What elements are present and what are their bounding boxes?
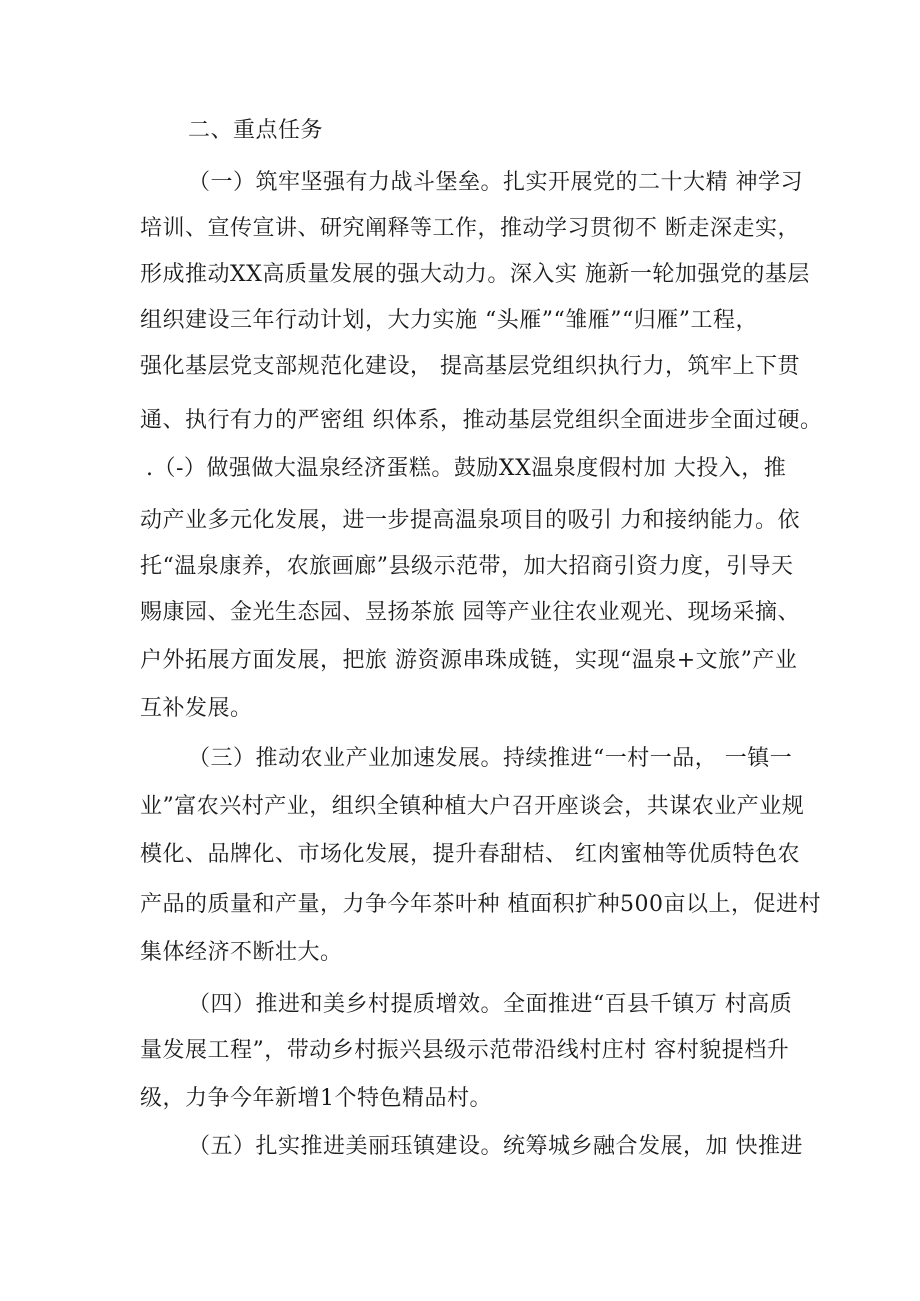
- paragraph-4-line-2: 量发展工程”，带动乡村振兴县级示范带沿线村庄村 容村貌提档升: [140, 1038, 790, 1063]
- paragraph-2-line-1: .（-）做强做大温泉经济蛋糕。鼓励XX温泉度假村加 大投入，推: [146, 456, 787, 481]
- paragraph-1-line-6: 通、执行有力的严密组 织体系，推动基层党组织全面进步全面过硬。: [140, 408, 823, 433]
- paragraph-1-line-3: 形成推动XX高质量发展的强大动力。深入实 施新一轮加强党的基层: [140, 262, 810, 287]
- paragraph-3-line-3: 模化、品牌化、市场化发展，提升春甜桔、 红肉蜜柚等优质特色农: [140, 842, 800, 867]
- paragraph-1-line-5: 强化基层党支部规范化建设， 提高基层党组织执行力，筑牢上下贯: [140, 354, 800, 379]
- paragraph-2-line-3: 托“温泉康养，农旅画廊”县级示范带，加大招商引资力度，引导天: [140, 554, 794, 579]
- paragraph-1-line-2: 培训、宣传宣讲、研究阐释等工作，推动学习贯彻不 断走深走实，: [140, 216, 800, 241]
- paragraph-3-line-4: 产品的质量和产量，力争今年茶叶种 植面积扩种500亩以上，促进村: [140, 892, 821, 917]
- paragraph-3-line-1: （三）推动农业产业加速发展。持续推进“一村一品， 一镇一: [188, 746, 793, 771]
- paragraph-2-line-2: 动产业多元化发展，进一步提高温泉项目的吸引 力和接纳能力。依: [140, 508, 800, 533]
- section-heading: 二、重点任务: [188, 118, 324, 143]
- paragraph-5-line-1: （五）扎实推进美丽珏镇建设。统筹城乡融合发展，加 快推进: [188, 1134, 803, 1159]
- paragraph-4-line-3: 级，力争今年新增1个特色精品村。: [140, 1086, 492, 1111]
- paragraph-3-line-5: 集体经济不断壮大。: [140, 940, 343, 965]
- paragraph-1-line-4: 组织建设三年行动计划，大力实施 “头雁”“雏雁”“归雁”工程，: [140, 308, 758, 333]
- paragraph-4-line-1: （四）推进和美乡村提质增效。全面推进“百县千镇万 村高质: [188, 992, 793, 1017]
- paragraph-1-line-1: （一）筑牢坚强有力战斗堡垒。扎实开展党的二十大精 神学习: [188, 170, 803, 195]
- paragraph-2-line-5: 户外拓展方面发展，把旅 游资源串珠成链，实现“温泉+文旅”产业: [140, 648, 798, 673]
- paragraph-3-line-2: 业”富农兴村产业，组织全镇种植大户召开座谈会，共谋农业产业规: [140, 794, 805, 819]
- paragraph-2-line-4: 赐康园、金光生态园、昱扬茶旅 园等产业往农业观光、现场采摘、: [140, 600, 800, 625]
- paragraph-2-line-6: 互补发展。: [140, 696, 253, 721]
